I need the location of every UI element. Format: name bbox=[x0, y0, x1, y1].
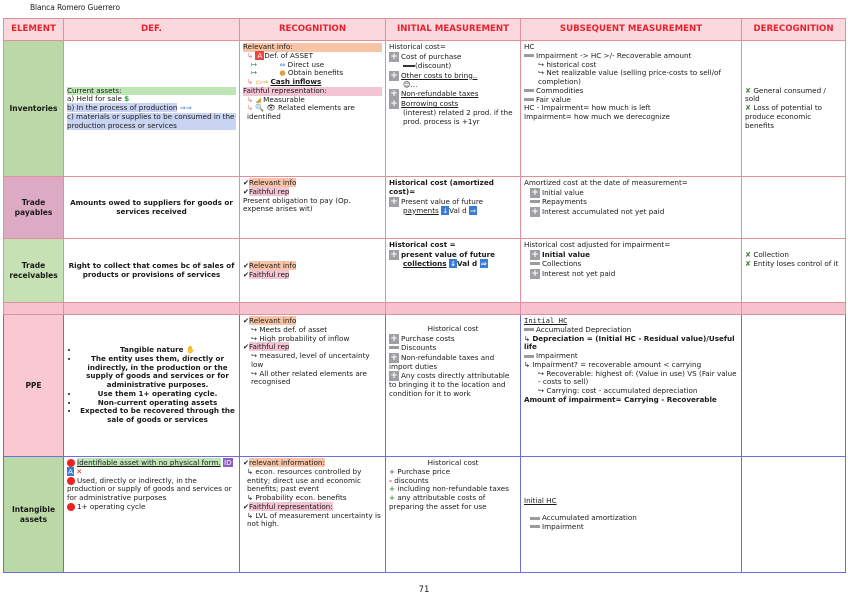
initial-trade-payables: Historical cost (amortized cost)= + Present value of future payments ↓Val d ⇒ bbox=[386, 177, 521, 239]
header-subsequent: SUBSEQUENT MEASUREMENT bbox=[521, 19, 742, 41]
initial-intangible: Historical cost + Purchase price - discounts + including non-refundable taxes + any attributable costs of preparing the asset for use bbox=[386, 457, 521, 573]
header-def: DEF. bbox=[64, 19, 240, 41]
row-intangible-assets bbox=[4, 457, 846, 573]
initial-trade-receivables: Historical cost = + present value of future collections ↓Val d ⇒ bbox=[386, 239, 521, 303]
derecognition-inventories: ✘ General consumed / sold ✘ Loss of potential to produce economic benefits bbox=[742, 41, 846, 177]
a-icon: A bbox=[257, 50, 263, 60]
recognition-inventories: Relevant info: ↳ A Def. of ASSET ↦ ⇔ Direct use ↦ ● Obtain benefits ↳ ▭⇒ Cash inflows Faithful representation: ↳ ◢ Measurable ↳ 🔍 👁 Related elements are identified bbox=[240, 41, 386, 177]
derecognition-trade-receivables: ✘ Collection ✘ Entity loses control of it bbox=[742, 239, 846, 303]
element-trade-receivables: Trade receivables bbox=[4, 239, 64, 303]
header-derecognition: DERECOGNITION bbox=[742, 19, 846, 41]
derecognition-ppe bbox=[742, 315, 846, 457]
author-name: Blanca Romero Guerrero bbox=[30, 3, 120, 12]
initial-inventories: Historical cost= + Cost of purchase (discount) + Other costs to bring.. 😊... + Non-refundable taxes + Borrowing costs (interest) related 2 prod. if the prod. process is +1yr bbox=[386, 41, 521, 177]
separator-row bbox=[4, 303, 846, 315]
recognition-intangible: ✔relevant information: ↳ econ. resources controlled by entity; direct use and economic benefits; past event ↳ Probability econ. benefits ✔Faithful representation: ↳ LVL of measurement uncertainty is not high. bbox=[240, 457, 386, 573]
initial-ppe: Historical cost + Purchase costs Discounts + Non-refundable taxes and import duties + Any costs directly attributable to bringing it to the location and condition for it to work bbox=[386, 315, 521, 457]
element-inventories: Inventories bbox=[4, 41, 64, 177]
def-inventories: Current assets: a) Held for sale $ b) In the process of production ⇒⇒ c) materials or supplies to be consumed in the production process or services bbox=[64, 41, 240, 177]
row-inventories bbox=[4, 41, 846, 177]
derecognition-intangible bbox=[742, 457, 846, 573]
row-ppe bbox=[4, 315, 846, 457]
def-intangible: Identifiable asset with no physical form. ID A ✕ Used, directly or indirectly, in the production or supply of goods and services or for administrative purposes 1+ operating cycle bbox=[64, 457, 240, 573]
recognition-trade-receivables: ✔Relevant info ✔Faithful rep bbox=[240, 239, 386, 303]
subsequent-trade-payables: Amortized cost at the date of measurement= + Initial value Repayments + Interest accumulated not yet paid bbox=[521, 177, 742, 239]
element-trade-payables: Trade payables bbox=[4, 177, 64, 239]
def-trade-payables: Amounts owed to suppliers for goods or services received bbox=[64, 177, 240, 239]
arrow-icon: ⇒⇒ bbox=[179, 103, 192, 113]
derecognition-trade-payables bbox=[742, 177, 846, 239]
subsequent-ppe: Initial HC Accumulated Depreciation ↳ Depreciation = (Initial HC - Residual value)/Useful life Impairment ↳ Impairment? = recoverable amount < carrying ↪ Recoverable: highest of: (Value in use) VS (Fair value - costs to sell) ↪ Carrying: cost - accumulated depreciation Amount of impairment= Carrying - Recoverable bbox=[521, 315, 742, 457]
header-initial: INITIAL MEASUREMENT bbox=[386, 19, 521, 41]
element-ppe: PPE bbox=[4, 315, 64, 457]
def-ppe: • Tangible nature ✋ • The entity uses them, directly or indirectly, in the production or the supply of goods and services or for administrative purposes. • Use them 1+ operating cycle. • Non-current operating assets • Expected to be recovered through the sale of goods or services bbox=[64, 315, 240, 457]
recognition-trade-payables: ✔Relevant info ✔Faithful rep Present obligation to pay (Op. expense arises wit) bbox=[240, 177, 386, 239]
subsequent-inventories: HC Impairment -> HC >/- Recoverable amount ↪ historical cost ↪ Net realizable value (selling price-costs to sell/of completion) Commodities Fair value HC - Impairment= how much is left Impairment= how much we derecognize bbox=[521, 41, 742, 177]
element-intangible: Intangible assets bbox=[4, 457, 64, 573]
recognition-ppe: ✔Relevant info ↪ Meets def. of asset ↪ High probability of inflow ✔Faithful rep ↪ measured, level of uncertainty low ↪ All other related elements are recognised bbox=[240, 315, 386, 457]
subsequent-intangible: Initial HC Accumulated amortization Impairment bbox=[521, 457, 742, 573]
row-trade-receivables bbox=[4, 239, 846, 303]
accounting-summary-table bbox=[3, 18, 846, 573]
def-trade-receivables: Right to collect that comes bc of sales of products or provisions of services bbox=[64, 239, 240, 303]
cash-icon: ▭⇒ bbox=[255, 77, 269, 87]
header-element: ELEMENT bbox=[4, 19, 64, 41]
header-row bbox=[4, 19, 846, 41]
subsequent-trade-receivables: Historical cost adjusted for impairment= + Initial value Collections + Interest not yet paid bbox=[521, 239, 742, 303]
row-trade-payables bbox=[4, 177, 846, 239]
header-recognition: RECOGNITION bbox=[240, 19, 386, 41]
page-number: 71 bbox=[418, 585, 430, 595]
